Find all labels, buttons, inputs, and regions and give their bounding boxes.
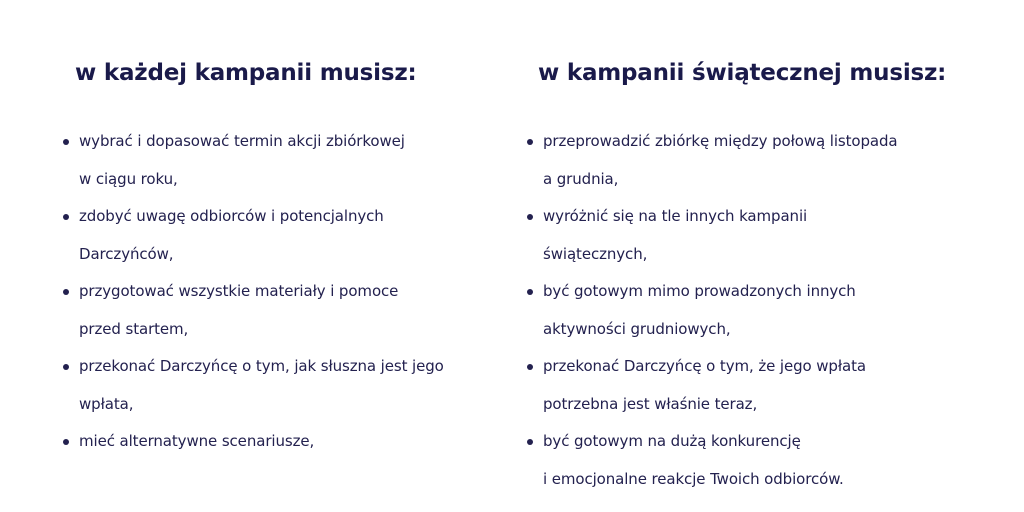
list-item-line: i emocjonalne reakcje Twoich odbiorców. — [543, 469, 844, 488]
list-item-line: być gotowym mimo prowadzonych innych — [543, 282, 856, 300]
list-item — [526, 348, 898, 423]
list-item — [526, 423, 898, 498]
list-item-line: przed startem, — [79, 319, 189, 338]
list-item-line: przeprowadzić zbiórkę między połową listopada — [543, 132, 898, 150]
list-item — [526, 198, 898, 273]
list-item-line: wyróżnić się na tle innych kampanii — [543, 207, 808, 225]
list-item-line: być gotowym na dużą konkurencję — [543, 432, 801, 450]
bullet-icon — [527, 364, 533, 370]
list-item — [62, 423, 444, 461]
bullet-icon — [63, 289, 69, 295]
list-item — [62, 273, 444, 348]
list-item-line: w ciągu roku, — [79, 169, 178, 188]
list-item-line: świątecznych, — [543, 244, 648, 263]
list-item-line: przekonać Darczyńcę o tym, jak słuszna jest jego — [79, 357, 444, 375]
list-item-line: Darczyńców, — [79, 244, 174, 263]
bullet-icon — [527, 139, 533, 145]
bullet-icon — [63, 139, 69, 145]
list-item — [526, 273, 898, 348]
bullet-icon — [63, 214, 69, 220]
list-item-line: a grudnia, — [543, 169, 619, 188]
bullet-icon — [527, 439, 533, 445]
list-item — [62, 348, 444, 423]
list-item — [526, 123, 898, 198]
bullet-icon — [527, 214, 533, 220]
right-heading: w kampanii świątecznej musisz: — [538, 60, 947, 86]
left-bullet-list — [62, 123, 444, 461]
list-item-line: aktywności grudniowych, — [543, 319, 731, 338]
left-heading: w każdej kampanii musisz: — [75, 60, 417, 86]
list-item-line: przekonać Darczyńcę o tym, że jego wpłata — [543, 357, 866, 375]
right-bullet-list — [526, 123, 898, 498]
list-item-line: zdobyć uwagę odbiorców i potencjalnych — [79, 207, 384, 225]
list-item — [62, 123, 444, 198]
list-item — [62, 198, 444, 273]
list-item-line: przygotować wszystkie materiały i pomoce — [79, 282, 399, 300]
bullet-icon — [527, 289, 533, 295]
list-item-line: potrzebna jest właśnie teraz, — [543, 394, 758, 413]
list-item-line: mieć alternatywne scenariusze, — [79, 432, 315, 450]
bullet-icon — [63, 439, 69, 445]
list-item-line: wybrać i dopasować termin akcji zbiórkowej — [79, 132, 405, 150]
bullet-icon — [63, 364, 69, 370]
list-item-line: wpłata, — [79, 394, 134, 413]
